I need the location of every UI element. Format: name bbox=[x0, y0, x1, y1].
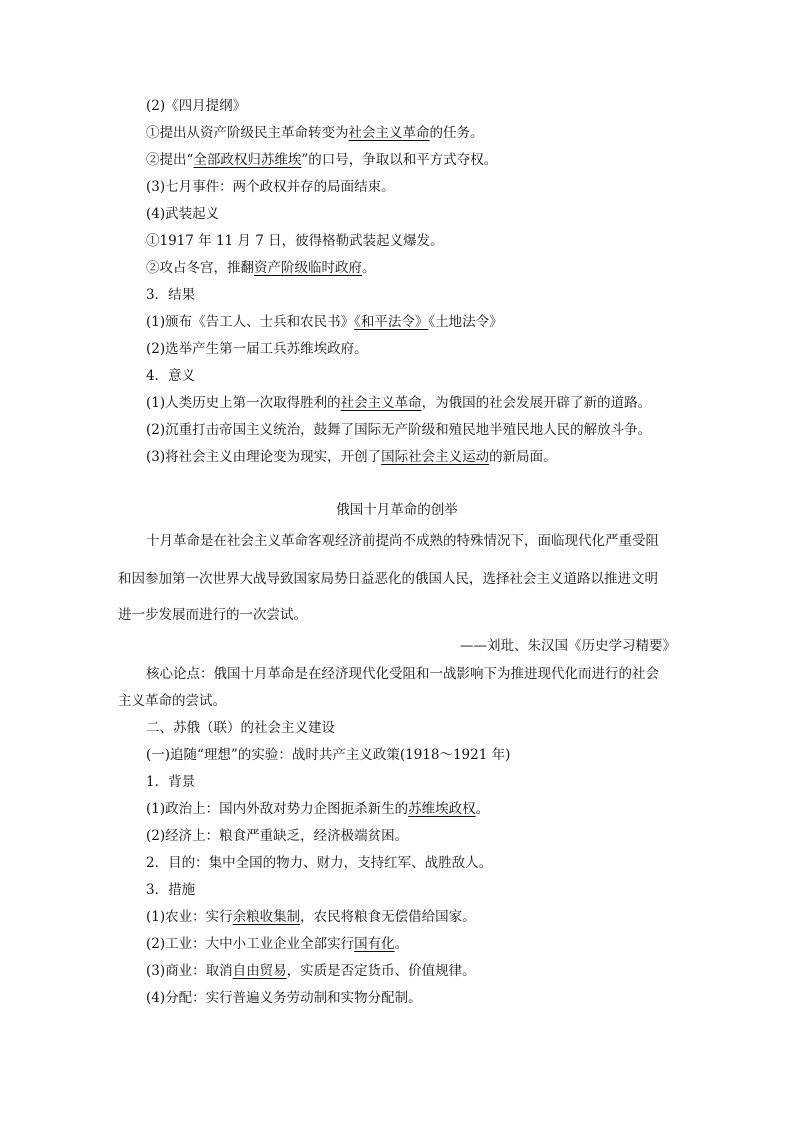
measures-heading bbox=[146, 880, 195, 900]
underlined-term: 社会主义革命 bbox=[348, 125, 430, 141]
text: 《土地法令》 bbox=[428, 314, 503, 330]
july-events bbox=[146, 177, 395, 197]
underlined-term: 余粮收集制 bbox=[232, 909, 301, 925]
purpose bbox=[146, 853, 492, 873]
underlined-term: 社会主义革命 bbox=[340, 395, 422, 411]
text: (2)沉重打击帝国主义统治，鼓舞了国际无产阶级和殖民地半殖民地人民的解放斗争。 bbox=[146, 422, 652, 438]
underlined-term: 国际社会主义运动 bbox=[381, 449, 490, 465]
significance-point-2 bbox=[146, 420, 651, 440]
text: (4)分配：实行普遍义务劳动制和实物分配制。 bbox=[146, 990, 422, 1006]
text: ”的口号，争取以和平方式夺权。 bbox=[301, 152, 498, 168]
armed-uprising-heading bbox=[146, 204, 219, 224]
significance-heading bbox=[146, 366, 195, 386]
significance-point-1 bbox=[146, 393, 651, 413]
text: (2)《四月提纲》 bbox=[146, 98, 247, 114]
measure-commerce bbox=[146, 961, 476, 981]
result-point-1 bbox=[146, 312, 503, 332]
text: 十月革命是在社会主义革命客观经济前提尚不成熟的特殊情况下，面临现代化严重受阻 bbox=[146, 533, 659, 549]
text: 的新局面。 bbox=[489, 449, 557, 465]
reading-box-source bbox=[460, 636, 676, 656]
text: 。 bbox=[362, 260, 376, 276]
underlined-term: 国有化 bbox=[354, 936, 395, 952]
text: 二、苏俄（联）的社会主义建设 bbox=[146, 720, 335, 736]
armed-uprising-point-2 bbox=[146, 258, 376, 278]
text: 俄国十月革命的创举 bbox=[336, 502, 458, 518]
underlined-term: 自由贸易 bbox=[232, 963, 287, 979]
text: (1)政治上：国内外敌对势力企图扼杀新生的 bbox=[146, 801, 409, 817]
underlined-term: 《和平法令》 bbox=[354, 314, 429, 330]
significance-point-3 bbox=[146, 447, 557, 467]
text: (2)选举产生第一届工兵苏维埃政府。 bbox=[146, 341, 368, 357]
text: 2．目的：集中全国的物力、财力，支持红军、战胜敌人。 bbox=[146, 855, 493, 871]
text: (1)农业：实行 bbox=[146, 909, 233, 925]
text: ②攻占冬宫，推翻 bbox=[146, 260, 254, 276]
text: (3)将社会主义由理论变为现实，开创了 bbox=[146, 449, 382, 465]
measure-agriculture bbox=[146, 907, 476, 927]
text: ，为俄国的社会发展开辟了新的道路。 bbox=[421, 395, 652, 411]
underlined-term: 资产阶级临时政府 bbox=[254, 260, 362, 276]
underlined-term: 苏维埃政权 bbox=[408, 801, 476, 817]
reading-box-title bbox=[0, 500, 794, 520]
result-heading bbox=[146, 285, 195, 305]
measure-industry bbox=[146, 934, 408, 954]
background-heading bbox=[146, 772, 195, 792]
background-point-1 bbox=[146, 799, 489, 819]
text: 的任务。 bbox=[429, 125, 484, 141]
text: 进一步发展而进行的一次尝试。 bbox=[118, 607, 307, 623]
text: (3)商业：取消 bbox=[146, 963, 233, 979]
text: ①1917 年 11 月 7 日，彼得格勒武装起义爆发。 bbox=[146, 233, 444, 249]
text: (1)颁布《告工人、士兵和农民书》 bbox=[146, 314, 355, 330]
april-theses-heading bbox=[146, 96, 246, 116]
result-point-2 bbox=[146, 339, 368, 359]
text: 。 bbox=[394, 936, 409, 952]
text: 3．结果 bbox=[146, 287, 196, 303]
armed-uprising-point-1 bbox=[146, 231, 444, 251]
core-argument-line-2 bbox=[118, 691, 678, 711]
text: 。 bbox=[475, 801, 490, 817]
measure-distribution bbox=[146, 988, 422, 1008]
text: ①提出从资产阶级民主革命转变为 bbox=[146, 125, 349, 141]
text: (1)人类历史上第一次取得胜利的 bbox=[146, 395, 341, 411]
text: (3)七月事件：两个政权并存的局面结束。 bbox=[146, 179, 395, 195]
text: (4)武装起义 bbox=[146, 206, 220, 222]
text: 3．措施 bbox=[146, 882, 196, 898]
text: (2)工业：大中小工业企业全部实行 bbox=[146, 936, 355, 952]
text: 核心论点：俄国十月革命是在经济现代化受阻和一战影响下为推进现代化而进行的社会 bbox=[146, 666, 659, 682]
text: 1．背景 bbox=[146, 774, 196, 790]
section-2-title bbox=[146, 718, 335, 738]
text: 主义革命的尝试。 bbox=[118, 693, 226, 709]
april-theses-point-1 bbox=[146, 123, 484, 143]
underlined-term: 全部政权归苏维埃 bbox=[193, 152, 302, 168]
text: (一)追随“理想”的实验：战时共产主义政策(1918～1921 年) bbox=[146, 747, 511, 763]
war-communism-heading bbox=[146, 745, 510, 765]
text: ②提出“ bbox=[146, 152, 194, 168]
text: ，农民将粮食无偿借给国家。 bbox=[300, 909, 476, 925]
text: (2)经济上：粮食严重缺乏，经济极端贫困。 bbox=[146, 828, 409, 844]
reading-box-paragraph-line-2 bbox=[118, 569, 678, 589]
april-theses-point-2 bbox=[146, 150, 497, 170]
background-point-2 bbox=[146, 826, 408, 846]
reading-box-paragraph-line-3 bbox=[118, 605, 678, 625]
text: ，实质是否定货币、价值规律。 bbox=[286, 963, 476, 979]
core-argument-line-1 bbox=[146, 664, 706, 684]
text: ——刘玭、朱汉国《历史学习精要》 bbox=[460, 638, 676, 654]
text: 和因参加第一次世界大战导致国家局势日益恶化的俄国人民，选择社会主义道路以推进文明 bbox=[118, 571, 658, 587]
reading-box-paragraph-line-1 bbox=[146, 531, 706, 551]
text: 4．意义 bbox=[146, 368, 196, 384]
